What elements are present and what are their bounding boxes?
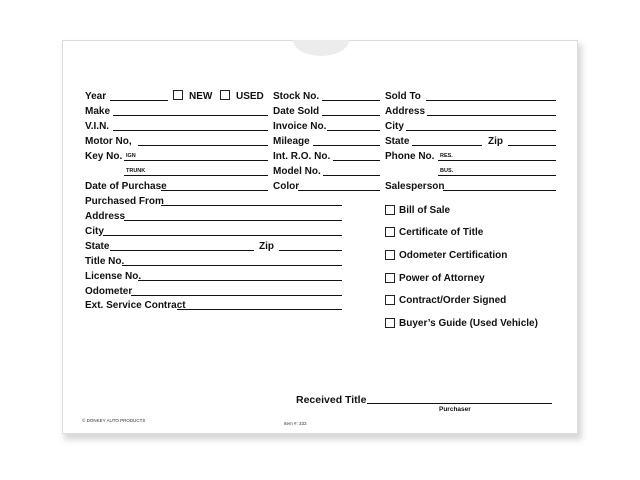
phone-res-line[interactable]	[438, 160, 556, 161]
buyer-state-label: State	[385, 136, 410, 147]
make-label: Make	[85, 106, 111, 117]
seller-city-line[interactable]	[103, 235, 342, 236]
license-no-line[interactable]	[138, 280, 342, 281]
vin-line[interactable]	[113, 130, 268, 131]
sold-to-line[interactable]	[426, 100, 556, 101]
purchaser-caption: Purchaser	[439, 406, 471, 413]
seller-zip-label: Zip	[259, 241, 274, 252]
certificate-of-title-checkbox[interactable]	[385, 227, 395, 237]
buyer-state-line[interactable]	[412, 145, 482, 146]
purchased-from-line[interactable]	[161, 205, 342, 206]
date-of-purchase-line[interactable]	[161, 190, 268, 191]
date-sold-line[interactable]	[322, 115, 380, 116]
title-no-line[interactable]	[122, 265, 342, 266]
power-of-attorney-label: Power of Attorney	[399, 273, 485, 284]
ign-key-line[interactable]	[124, 160, 268, 161]
item-number: Item #: 333	[284, 421, 307, 426]
res-label: RES.	[440, 153, 453, 159]
invoice-no-label: Invoice No.	[273, 121, 327, 132]
key-no-label: Key No.	[85, 151, 123, 162]
contract-order-signed-label: Contract/Order Signed	[399, 295, 507, 306]
salesperson-line[interactable]	[443, 190, 556, 191]
used-checkbox[interactable]	[220, 90, 230, 100]
seller-state-line[interactable]	[110, 250, 254, 251]
stock-no-label: Stock No.	[273, 91, 320, 102]
buyer-city-line[interactable]	[406, 130, 556, 131]
seller-address-label: Address	[85, 211, 126, 222]
int-ro-line[interactable]	[333, 160, 380, 161]
new-label: NEW	[189, 91, 213, 102]
ext-service-contract-label: Ext. Service Contract	[85, 300, 186, 311]
new-checkbox[interactable]	[173, 90, 183, 100]
model-no-label: Model No.	[273, 166, 321, 177]
seller-city-label: City	[85, 226, 104, 237]
buyer-zip-label: Zip	[488, 136, 503, 147]
bill-of-sale-checkbox[interactable]	[385, 205, 395, 215]
color-label: Color	[273, 181, 300, 192]
ign-label: IGN	[126, 153, 136, 159]
buyer-address-label: Address	[385, 106, 426, 117]
motor-no-label: Motor No,	[85, 136, 132, 147]
mileage-label: Mileage	[273, 136, 310, 147]
phone-no-label: Phone No.	[385, 151, 435, 162]
buyer-address-line[interactable]	[427, 115, 556, 116]
used-label: USED	[236, 91, 264, 102]
power-of-attorney-checkbox[interactable]	[385, 273, 395, 283]
invoice-no-line[interactable]	[327, 130, 380, 131]
sold-to-label: Sold To	[385, 91, 421, 102]
year-label: Year	[85, 91, 107, 102]
buyers-guide-label: Buyer’s Guide (Used Vehicle)	[399, 318, 538, 329]
bus-label: BUS.	[440, 168, 454, 174]
date-of-purchase-label: Date of Purchase	[85, 181, 167, 192]
phone-bus-line[interactable]	[438, 175, 556, 176]
stock-no-line[interactable]	[322, 100, 380, 101]
buyer-city-label: City	[385, 121, 404, 132]
buyers-guide-checkbox[interactable]	[385, 318, 395, 328]
color-line[interactable]	[298, 190, 380, 191]
motor-no-line[interactable]	[138, 145, 268, 146]
purchased-from-label: Purchased From	[85, 196, 164, 207]
seller-state-label: State	[85, 241, 110, 252]
received-title-line[interactable]	[367, 403, 552, 404]
bill-of-sale-label: Bill of Sale	[399, 205, 451, 216]
contract-order-signed-checkbox[interactable]	[385, 295, 395, 305]
vin-label: V.I.N.	[85, 121, 110, 132]
model-no-line[interactable]	[323, 175, 380, 176]
year-line[interactable]	[110, 100, 168, 101]
buyer-zip-line[interactable]	[508, 145, 556, 146]
ext-service-contract-line[interactable]	[177, 309, 342, 310]
seller-address-line[interactable]	[124, 220, 342, 221]
license-no-label: License No.	[85, 271, 142, 282]
trunk-label: TRUNK	[126, 168, 146, 174]
int-ro-label: Int. R.O. No.	[273, 151, 331, 162]
date-sold-label: Date Sold	[273, 106, 320, 117]
received-title-label: Received Title	[296, 394, 367, 406]
odometer-certification-checkbox[interactable]	[385, 250, 395, 260]
odometer-label: Odometer	[85, 286, 133, 297]
odometer-certification-label: Odometer Certification	[399, 250, 508, 261]
seller-zip-line[interactable]	[279, 250, 342, 251]
brand-footer: © DONKEY AUTO PRODUCTS	[82, 418, 146, 423]
certificate-of-title-label: Certificate of Title	[399, 227, 484, 238]
salesperson-label: Salesperson	[385, 181, 445, 192]
odometer-line[interactable]	[131, 295, 342, 296]
make-line[interactable]	[113, 115, 268, 116]
trunk-key-line[interactable]	[124, 175, 268, 176]
title-no-label: Title No.	[85, 256, 125, 267]
mileage-line[interactable]	[313, 145, 380, 146]
